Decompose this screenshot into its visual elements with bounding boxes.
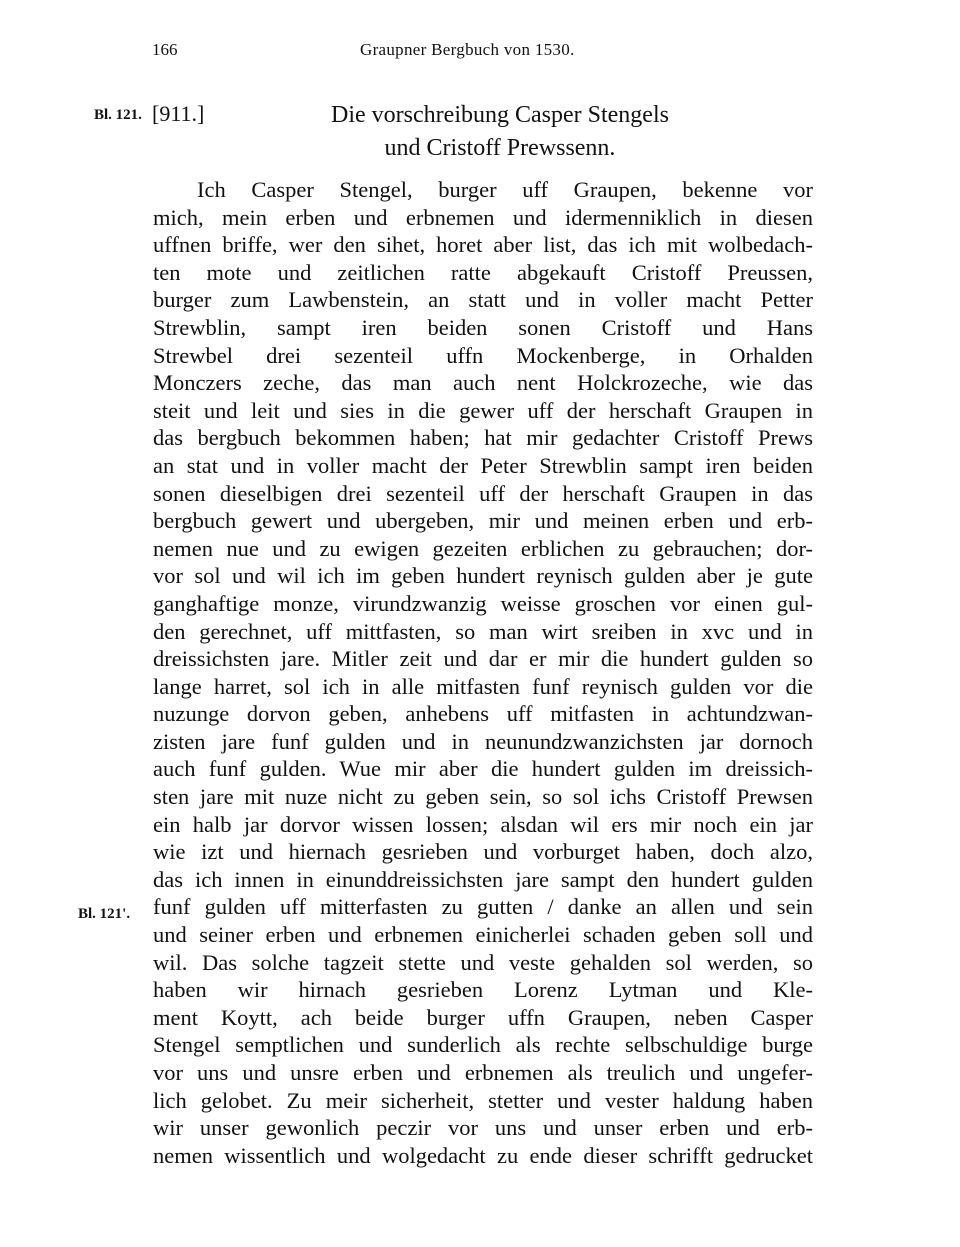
text-line: Strewbel drei sezenteil uffn Mockenberge, in Orhalden	[153, 342, 813, 368]
text-line: sten jare mit nuze nicht zu geben sein, so sol ichs Cristoff Prewsen	[153, 784, 813, 810]
text-line: an stat und in voller macht der Peter Strewblin sampt iren beiden	[153, 452, 813, 478]
text-line: nuzunge dorvon geben, anhebens uff mitfasten in achtundzwan-	[153, 701, 813, 727]
text-line: zisten jare funf gulden und in neunundzwanzichsten jar dornoch	[153, 728, 813, 754]
text-line: ein halb jar dorvor wissen lossen; alsdan wil ers mir noch ein jar	[153, 811, 813, 837]
text-line: dreissichsten jare. Mitler zeit und dar er mir die hundert gulden so	[153, 646, 813, 672]
text-line: ganghaftige monze, virundzwanzig weisse groschen vor einen gul-	[153, 590, 813, 616]
entry-title	[280, 99, 720, 165]
running-title: Graupner Bergbuch von 1530.	[360, 40, 575, 59]
text-line: haben wir hirnach gesrieben Lorenz Lytman und Kle-	[153, 977, 813, 1003]
text-line: vor uns und unsre erben und erbnemen als treulich und ungefer-	[153, 1060, 813, 1085]
text-line: burger zum Lawbenstein, an statt und in voller macht Petter	[153, 287, 813, 313]
text-line: uffnen briffe, wer den sihet, horet aber list, das ich mit wolbedach-	[153, 232, 813, 258]
text-line: nemen wissentlich und wolgedacht zu ende dieser schrifft gedrucket	[153, 1142, 813, 1168]
page-number: 166	[152, 40, 178, 59]
text-line: ten mote und zeitlichen ratte abgekauft Cristoff Preussen,	[153, 259, 813, 285]
text-line: und seiner erben und erbnemen einicherlei schaden geben soll und	[153, 922, 813, 948]
text-line: lich gelobet. Zu meir sicherheit, stetter und vester haldung haben	[153, 1087, 813, 1113]
body-text	[153, 176, 813, 1169]
text-line: Monczers zeche, das man auch nent Holckrozeche, wie das	[153, 370, 813, 396]
text-line: bergbuch gewert und ubergeben, mir und meinen erben und erb-	[153, 508, 813, 534]
text-line: mich, mein erben und erbnemen und idermenniklich in diesen	[153, 204, 813, 230]
entry-title-line: Die vorschreibung Casper Stengels	[331, 102, 669, 128]
text-line: das bergbuch bekommen haben; hat mir gedachter Cristoff Prews	[153, 425, 813, 451]
text-line: steit und leit und sies in die gewer uff der herschaft Graupen in	[153, 397, 813, 423]
page-header	[0, 40, 960, 70]
text-line: wie izt und hiernach gesrieben und vorburget haben, doch alzo,	[153, 839, 813, 865]
text-line: ment Koytt, ach beide burger uffn Graupen, neben Casper	[153, 1004, 813, 1030]
text-line: Strewblin, sampt iren beiden sonen Cristoff und Hans	[153, 314, 813, 340]
text-line: das ich innen in einunddreissichsten jare sampt den hundert gulden	[153, 866, 813, 892]
text-line: funf gulden uff mitterfasten zu gutten / danke an allen und sein	[153, 894, 813, 920]
text-line: auch funf gulden. Wue mir aber die hundert gulden im dreissich-	[153, 756, 813, 782]
text-line: sonen dieselbigen drei sezenteil uff der herschaft Graupen in das	[153, 480, 813, 506]
text-line: den gerechnet, uff mittfasten, so man wirt sreiben in xvc und in	[153, 618, 813, 644]
margin-reference-top: Bl. 121.	[94, 107, 142, 123]
entry-title-line: und Cristoff Prewssenn.	[384, 135, 616, 161]
entry-number: [911.]	[152, 101, 205, 126]
text-line: lange harret, sol ich in alle mitfasten funf reynisch gulden vor die	[153, 673, 813, 699]
text-line: vor sol und wil ich im geben hundert reynisch gulden aber je gute	[153, 563, 813, 589]
text-line: Stengel semptlichen und sunderlich als rechte selbschuldige burge	[153, 1032, 813, 1058]
margin-reference-mid: Bl. 121'.	[78, 906, 131, 922]
text-line: wil. Das solche tagzeit stette und veste gehalden sol werden, so	[153, 949, 813, 975]
text-line: Ich Casper Stengel, burger uff Graupen, bekenne vor	[197, 177, 813, 202]
text-line: nemen nue und zu ewigen gezeiten erblichen zu gebrauchen; dor-	[153, 535, 813, 561]
text-line: wir unser gewonlich peczir vor uns und unser erben und erb-	[153, 1115, 813, 1141]
